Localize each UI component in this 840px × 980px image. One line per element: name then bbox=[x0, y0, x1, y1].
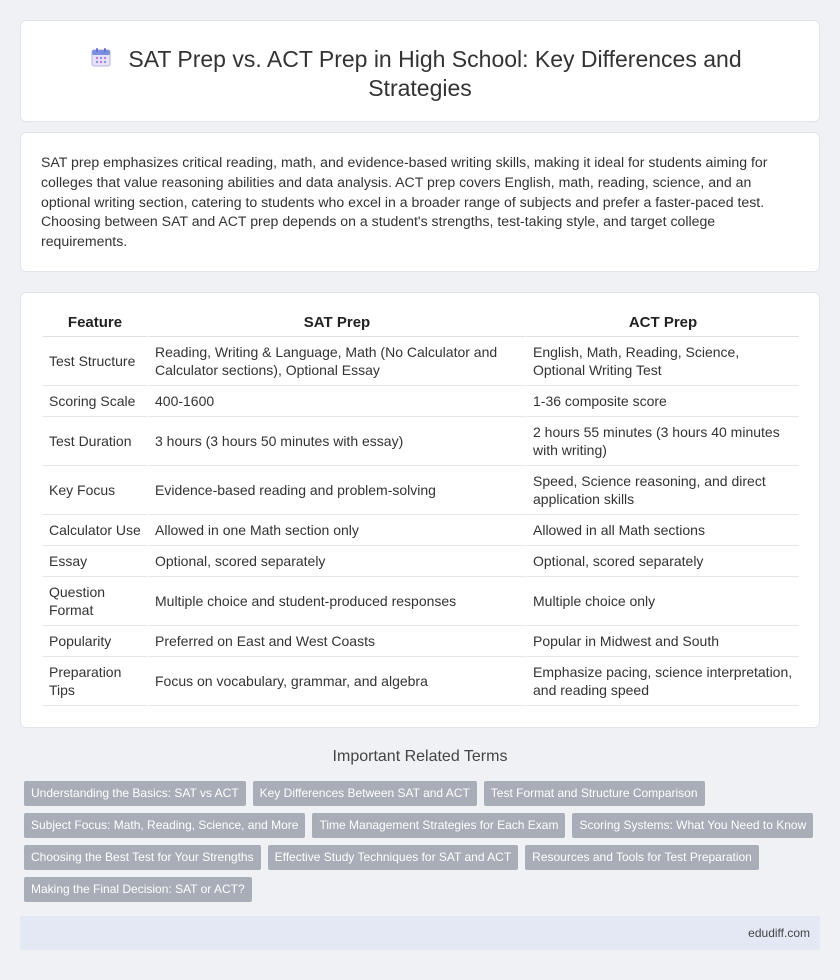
related-terms-title: Important Related Terms bbox=[332, 748, 508, 765]
feature-cell: Key Focus bbox=[43, 466, 147, 515]
related-term-tag[interactable]: Scoring Systems: What You Need to Know bbox=[572, 813, 813, 838]
sat-cell: Allowed in one Math section only bbox=[147, 515, 525, 546]
sat-cell: Preferred on East and West Coasts bbox=[147, 626, 525, 657]
act-cell: 2 hours 55 minutes (3 hours 40 minutes with writing) bbox=[525, 417, 799, 466]
sat-cell: Optional, scored separately bbox=[147, 546, 525, 577]
page-title-line-1: SAT Prep vs. ACT Prep in High School: Key Differences and bbox=[128, 46, 742, 72]
sat-cell: 400-1600 bbox=[147, 386, 525, 417]
table-row bbox=[43, 386, 799, 417]
table-row bbox=[43, 417, 799, 466]
comparison-table-card bbox=[20, 292, 820, 728]
feature-cell: Test Structure bbox=[43, 337, 147, 386]
header-sat-prep: SAT Prep bbox=[147, 313, 525, 337]
header-feature: Feature bbox=[43, 313, 147, 337]
related-term-tag[interactable]: Test Format and Structure Comparison bbox=[484, 781, 705, 806]
sat-cell: Reading, Writing & Language, Math (No Calculator and Calculator sections), Optional Essay bbox=[147, 337, 525, 386]
related-term-tag[interactable]: Understanding the Basics: SAT vs ACT bbox=[24, 781, 246, 806]
feature-cell: Scoring Scale bbox=[43, 386, 147, 417]
related-terms-list bbox=[24, 781, 820, 909]
footer-site-link[interactable]: edudiff.com bbox=[748, 926, 810, 940]
related-term-tag[interactable]: Subject Focus: Math, Reading, Science, and More bbox=[24, 813, 305, 838]
sat-cell: Multiple choice and student-produced responses bbox=[147, 577, 525, 626]
act-cell: English, Math, Reading, Science, Optional Writing Test bbox=[525, 337, 799, 386]
feature-cell: Test Duration bbox=[43, 417, 147, 466]
act-cell: Speed, Science reasoning, and direct application skills bbox=[525, 466, 799, 515]
related-term-tag[interactable]: Making the Final Decision: SAT or ACT? bbox=[24, 877, 252, 902]
related-term-tag[interactable]: Key Differences Between SAT and ACT bbox=[253, 781, 477, 806]
table-row bbox=[43, 546, 799, 577]
table-header-row bbox=[43, 313, 799, 337]
sat-cell: Evidence-based reading and problem-solving bbox=[147, 466, 525, 515]
related-term-tag[interactable]: Time Management Strategies for Each Exam bbox=[312, 813, 565, 838]
intro-card bbox=[20, 132, 820, 272]
act-cell: Multiple choice only bbox=[525, 577, 799, 626]
page-title-line-2: Strategies bbox=[368, 75, 472, 101]
table-row bbox=[43, 337, 799, 386]
act-cell: 1-36 composite score bbox=[525, 386, 799, 417]
act-cell: Emphasize pacing, science interpretation, and reading speed bbox=[525, 657, 799, 706]
comparison-table bbox=[43, 313, 799, 706]
intro-text: SAT prep emphasizes critical reading, math, and evidence-based writing skills, making it ideal for students aiming for colleges that value reasoning abilities and data analysis. ACT prep covers English, math, reading, science, and an optional writing section, catering to students who excel in a broader range of subjects and prefer a faster-paced test. Choosing between SAT and ACT prep depends on a student's strengths, test-taking style, and target college requirements. bbox=[41, 154, 768, 250]
sat-cell: Focus on vocabulary, grammar, and algebra bbox=[147, 657, 525, 706]
page-title bbox=[21, 45, 819, 103]
sat-cell: 3 hours (3 hours 50 minutes with essay) bbox=[147, 417, 525, 466]
header-act-prep: ACT Prep bbox=[525, 313, 799, 337]
footer bbox=[20, 916, 820, 950]
related-term-tag[interactable]: Effective Study Techniques for SAT and ACT bbox=[268, 845, 519, 870]
table-row bbox=[43, 577, 799, 626]
feature-cell: Essay bbox=[43, 546, 147, 577]
table-row bbox=[43, 466, 799, 515]
act-cell: Allowed in all Math sections bbox=[525, 515, 799, 546]
table-row bbox=[43, 515, 799, 546]
table-row bbox=[43, 657, 799, 706]
related-term-tag[interactable]: Resources and Tools for Test Preparation bbox=[525, 845, 759, 870]
feature-cell: Calculator Use bbox=[43, 515, 147, 546]
act-cell: Popular in Midwest and South bbox=[525, 626, 799, 657]
related-term-tag[interactable]: Choosing the Best Test for Your Strengths bbox=[24, 845, 261, 870]
table-row bbox=[43, 626, 799, 657]
feature-cell: Popularity bbox=[43, 626, 147, 657]
act-cell: Optional, scored separately bbox=[525, 546, 799, 577]
feature-cell: Question Format bbox=[43, 577, 147, 626]
header-card bbox=[20, 20, 820, 122]
feature-cell: Preparation Tips bbox=[43, 657, 147, 706]
